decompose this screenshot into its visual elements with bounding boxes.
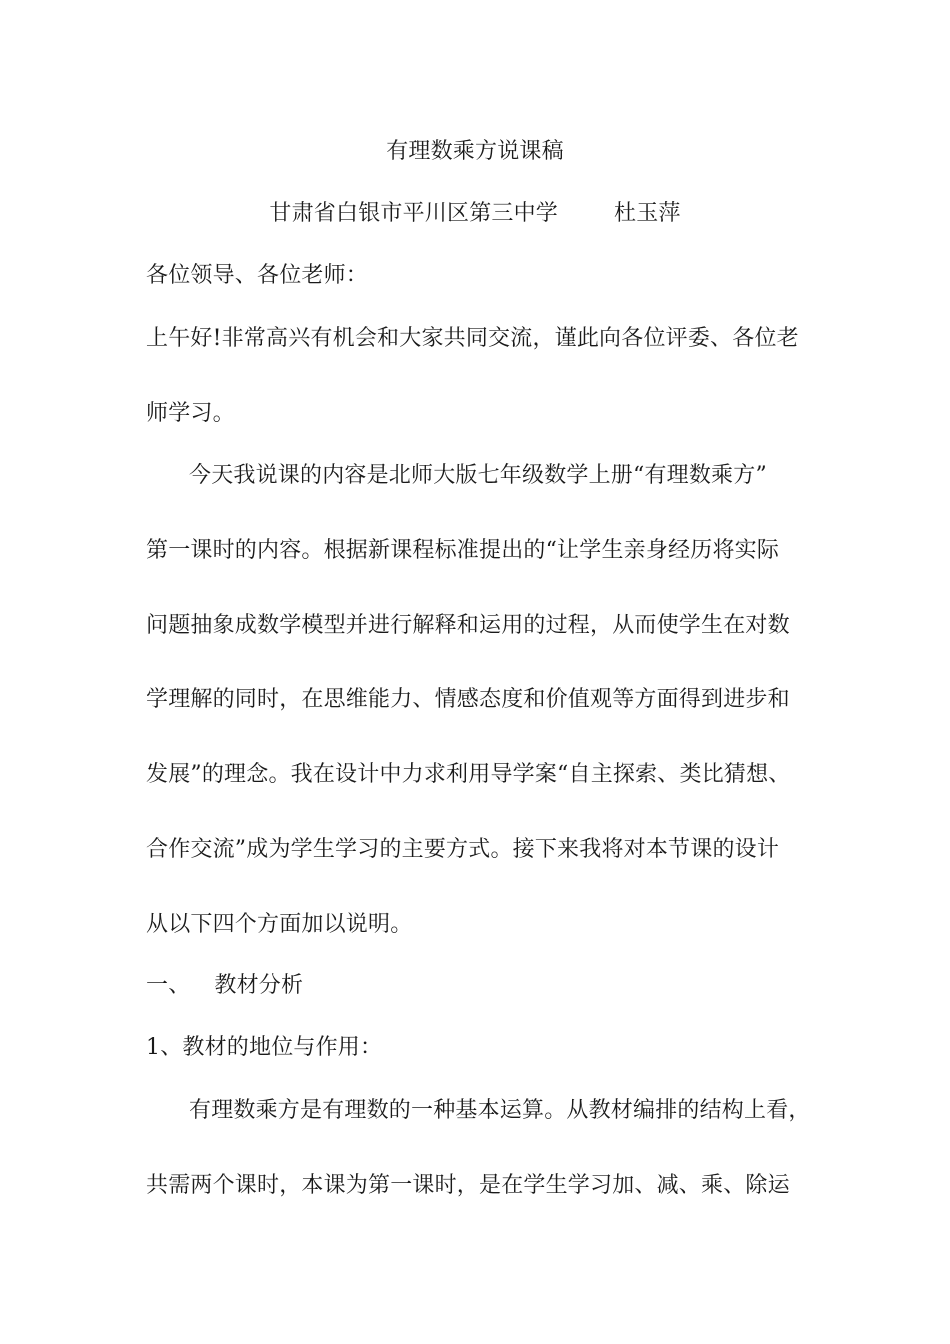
text-line-1: 上午好!非常高兴有机会和大家共同交流，谨此向各位评委、各位老 <box>146 326 799 351</box>
text-line-3: 今天我说课的内容是北师大版七年级数学上册“有理数乘方” <box>189 463 767 488</box>
byline-author: 杜玉萍 <box>614 201 681 226</box>
section-number: 一、 <box>146 973 191 998</box>
text-line-6: 学理解的同时，在思维能力、情感态度和价值观等方面得到进步和 <box>146 687 790 712</box>
document-title: 有理数乘方说课稿 <box>386 139 564 164</box>
subsection-heading: 1、教材的地位与作用： <box>146 1035 383 1060</box>
section-heading <box>146 972 303 1000</box>
text-line-4: 第一课时的内容。根据新课程标准提出的“让学生亲身经历将实际 <box>146 538 780 563</box>
byline-school: 甘肃省白银市平川区第三中学 <box>269 201 558 226</box>
text-line-11: 共需两个课时，本课为第一课时，是在学生学习加、减、乘、除运 <box>146 1173 790 1198</box>
text-line-7: 发展”的理念。我在设计中力求利用导学案“自主探索、类比猜想、 <box>146 762 791 787</box>
salutation: 各位领导、各位老师： <box>146 263 369 288</box>
text-line-9: 从以下四个方面加以说明。 <box>146 912 413 937</box>
byline <box>0 200 950 228</box>
section-title: 教材分析 <box>214 973 304 998</box>
text-line-2: 师学习。 <box>146 401 235 426</box>
text-line-8: 合作交流”成为学生学习的主要方式。接下来我将对本节课的设计 <box>146 837 780 862</box>
text-line-5: 问题抽象成数学模型并进行解释和运用的过程，从而使学生在对数 <box>146 613 790 638</box>
text-line-10: 有理数乘方是有理数的一种基本运算。从教材编排的结构上看， <box>189 1098 811 1123</box>
